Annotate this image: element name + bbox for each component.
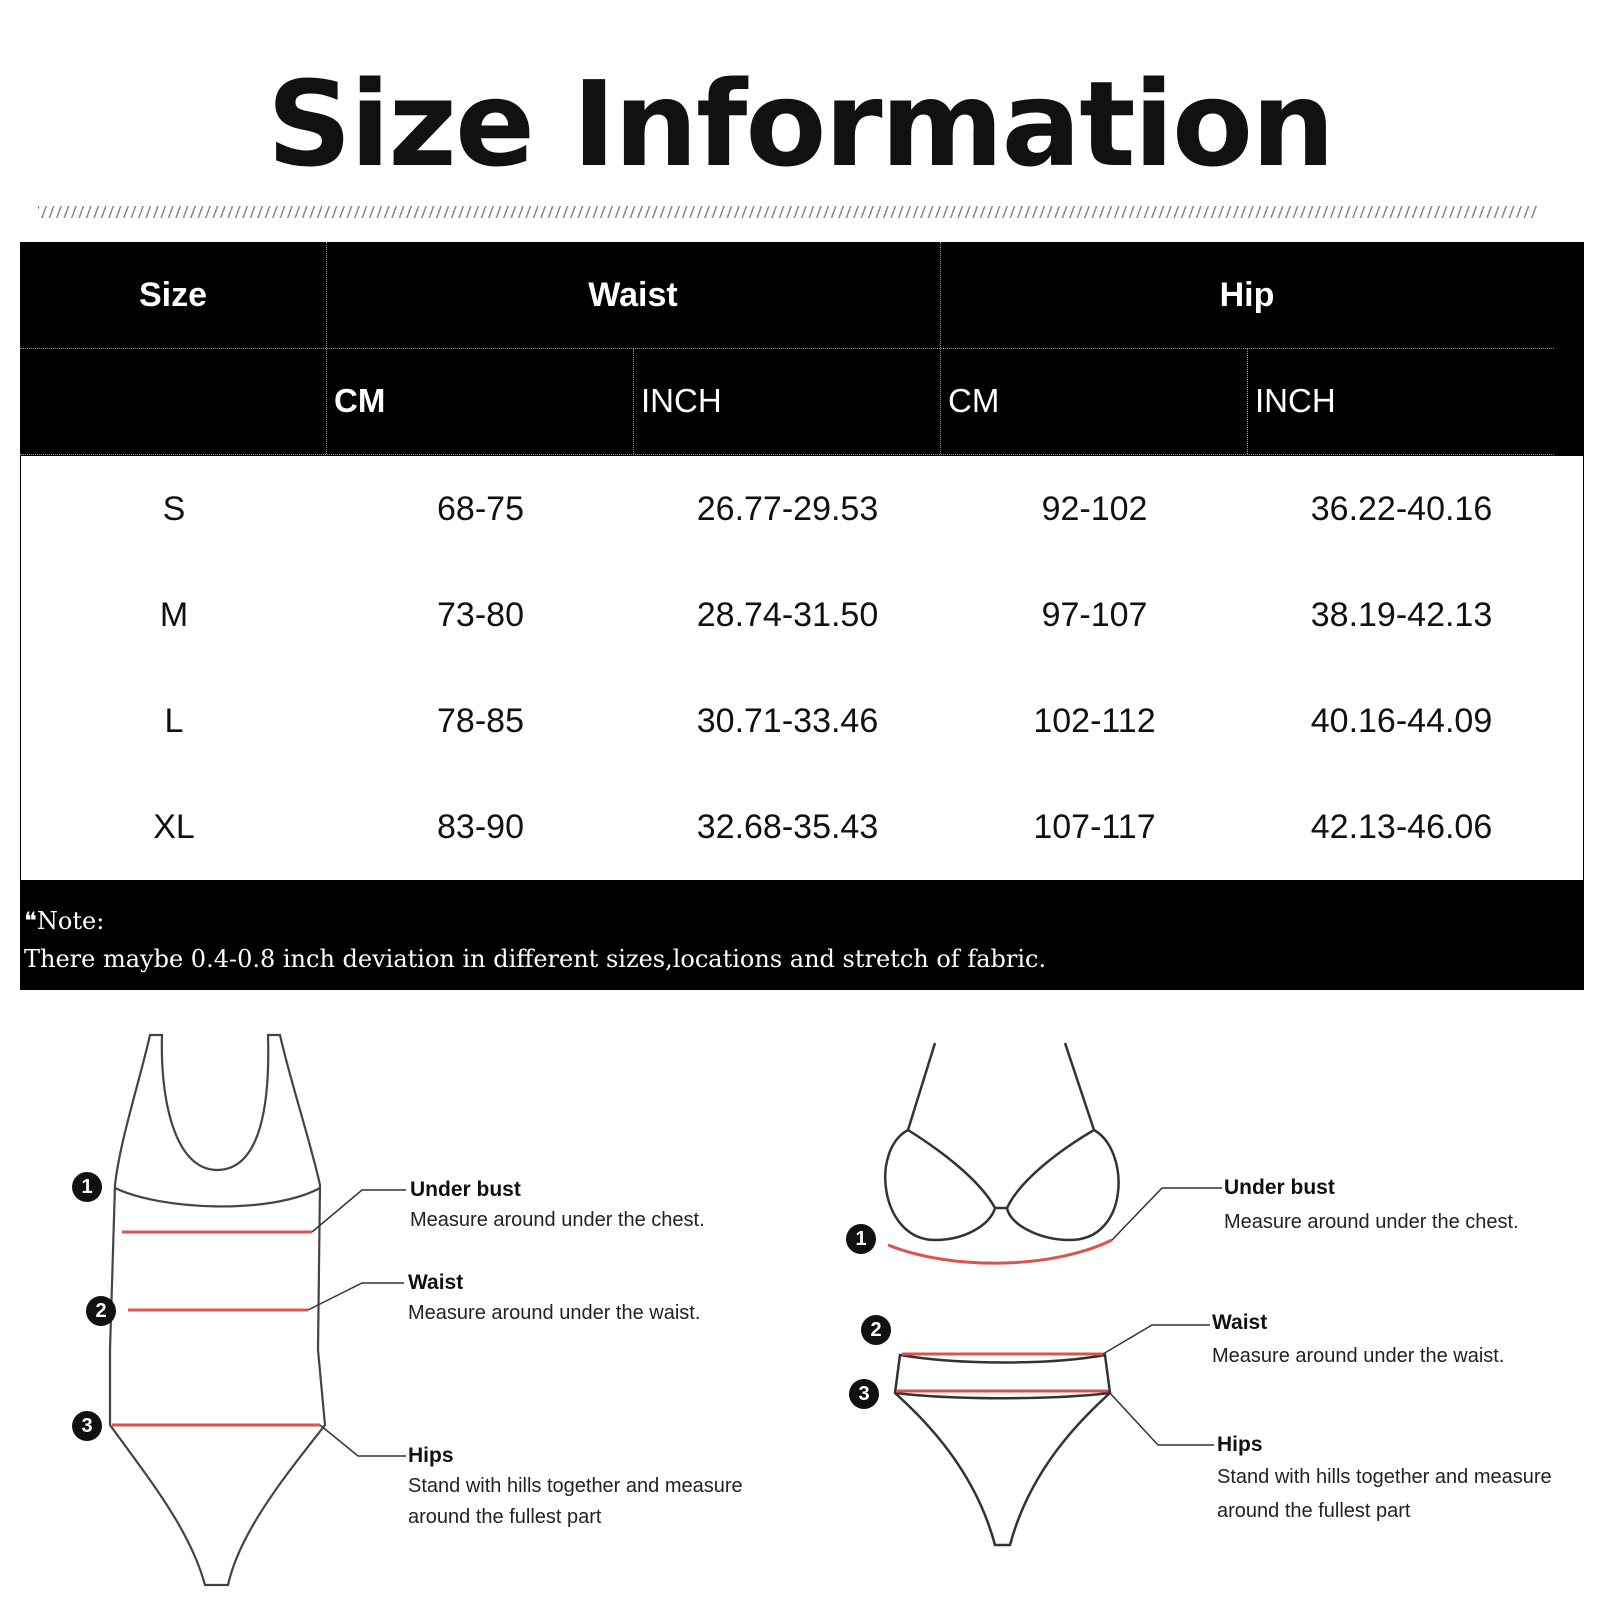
table-cell-size: L <box>164 701 184 740</box>
header-waist: Waist <box>588 275 678 314</box>
under-bust-desc: Measure around under the chest. <box>410 1209 705 1231</box>
leader-line <box>320 1425 406 1456</box>
table-cell-waist-cm: 68-75 <box>437 489 524 528</box>
hips-desc: Stand with hills together and measure <box>408 1475 743 1497</box>
bikini-under-bust-line <box>888 1240 1112 1263</box>
table-cell-waist-inch: 30.71-33.46 <box>696 701 879 740</box>
table-cell-hip-inch: 38.19-42.13 <box>1310 595 1493 634</box>
table-cell-waist-inch: 28.74-31.50 <box>696 595 879 634</box>
leader-line <box>1112 1188 1222 1240</box>
bikini-under-bust-desc: Measure around under the chest. <box>1224 1211 1519 1233</box>
table-cell-waist-cm: 73-80 <box>437 595 524 634</box>
table-cell-size: XL <box>153 807 195 846</box>
marker-1-icon: 1 <box>846 1224 876 1254</box>
bikini-hips-title: Hips <box>1217 1433 1263 1456</box>
table-cell-size: S <box>162 489 186 528</box>
bikini-hips-desc: around the fullest part <box>1217 1500 1411 1522</box>
leader-line <box>1108 1391 1214 1445</box>
marker-3-icon: 3 <box>72 1411 102 1441</box>
hips-desc: around the fullest part <box>408 1506 602 1528</box>
bikini-waist-desc: Measure around under the waist. <box>1212 1345 1505 1367</box>
bikini-waist-title: Waist <box>1212 1311 1268 1334</box>
page-title: Size Information <box>266 55 1334 193</box>
table-cell-hip-cm: 102-112 <box>1033 701 1156 740</box>
under-bust-title: Under bust <box>410 1178 521 1201</box>
header-size: Size <box>138 275 208 314</box>
bikini-icon <box>885 1043 1118 1545</box>
leader-line <box>1103 1325 1210 1354</box>
table-cell-size: M <box>159 595 189 634</box>
marker-1-icon: 1 <box>72 1172 102 1202</box>
waist-desc: Measure around under the waist. <box>408 1302 701 1324</box>
subheader-hip-inch: INCH <box>1255 382 1336 419</box>
header-hip: Hip <box>1219 275 1275 314</box>
marker-3-icon: 3 <box>849 1379 879 1409</box>
table-cell-hip-cm: 92-102 <box>1041 489 1148 528</box>
waist-title: Waist <box>408 1271 464 1294</box>
subheader-waist-cm: CM <box>334 382 386 419</box>
leader-line <box>308 1283 404 1310</box>
note-label: Note: <box>36 907 105 935</box>
table-cell-hip-inch: 36.22-40.16 <box>1310 489 1493 528</box>
table-cell-hip-inch: 40.16-44.09 <box>1310 701 1493 740</box>
subheader-waist-inch: INCH <box>641 382 722 419</box>
hips-title: Hips <box>408 1444 454 1467</box>
marker-2-icon: 2 <box>861 1315 891 1345</box>
note-text: There maybe 0.4-0.8 inch deviation in different sizes,locations and stretch of fabric. <box>24 945 1047 973</box>
table-cell-waist-cm: 83-90 <box>437 807 524 846</box>
table-cell-hip-cm: 97-107 <box>1041 595 1148 634</box>
leader-line <box>312 1190 406 1232</box>
table-cell-waist-inch: 26.77-29.53 <box>696 489 879 528</box>
table-cell-hip-inch: 42.13-46.06 <box>1310 807 1493 846</box>
subheader-hip-cm: CM <box>948 382 1000 419</box>
table-cell-waist-inch: 32.68-35.43 <box>696 807 879 846</box>
table-cell-hip-cm: 107-117 <box>1033 807 1156 846</box>
bikini-under-bust-title: Under bust <box>1224 1176 1335 1199</box>
note-bullet-icon: ❝ <box>24 907 37 935</box>
table-cell-waist-cm: 78-85 <box>437 701 524 740</box>
bikini-hips-desc: Stand with hills together and measure <box>1217 1466 1552 1488</box>
marker-2-icon: 2 <box>86 1296 116 1326</box>
